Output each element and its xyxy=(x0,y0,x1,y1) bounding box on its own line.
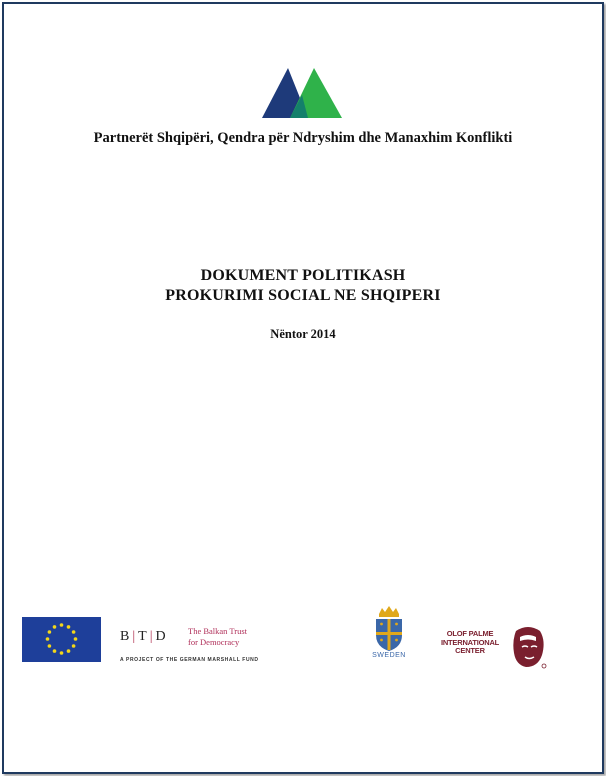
palme-line-3: CENTER xyxy=(455,646,485,655)
eu-flag-icon xyxy=(22,617,101,662)
sweden-label: SWEDEN xyxy=(372,652,406,659)
olof-palme-portrait-icon xyxy=(508,625,548,670)
btd-name-line-2: for Democracy xyxy=(188,637,240,647)
palme-line-2: INTERNATIONAL xyxy=(440,637,500,647)
btd-letter-d: D xyxy=(155,629,167,644)
palme-line-1: OLOF PALME xyxy=(446,629,494,638)
btd-letter-b: B xyxy=(120,629,131,644)
title-line-2: PROKURIMI SOCIAL NE SHQIPERI xyxy=(165,287,441,304)
olof-palme-center-logo xyxy=(425,630,515,670)
btd-tagline: A PROJECT OF THE GERMAN MARSHALL FUND xyxy=(120,657,259,663)
btd-name xyxy=(188,626,247,648)
btd-letters xyxy=(120,629,167,645)
btd-separator: | xyxy=(149,629,154,644)
organization-name: Partnerët Shqipëri, Qendra për Ndryshim dhe Manaxhim Konflikti xyxy=(93,130,513,146)
document-title xyxy=(0,266,606,306)
document-date: Nëntor 2014 xyxy=(270,327,336,341)
btd-name-line-1: The Balkan Trust xyxy=(188,626,248,636)
mountain-logo-icon xyxy=(262,65,342,120)
btd-separator: | xyxy=(132,629,137,644)
balkan-trust-logo xyxy=(120,625,295,669)
btd-letter-t: T xyxy=(138,629,148,644)
title-line-1: DOKUMENT POLITIKASH xyxy=(200,267,406,284)
